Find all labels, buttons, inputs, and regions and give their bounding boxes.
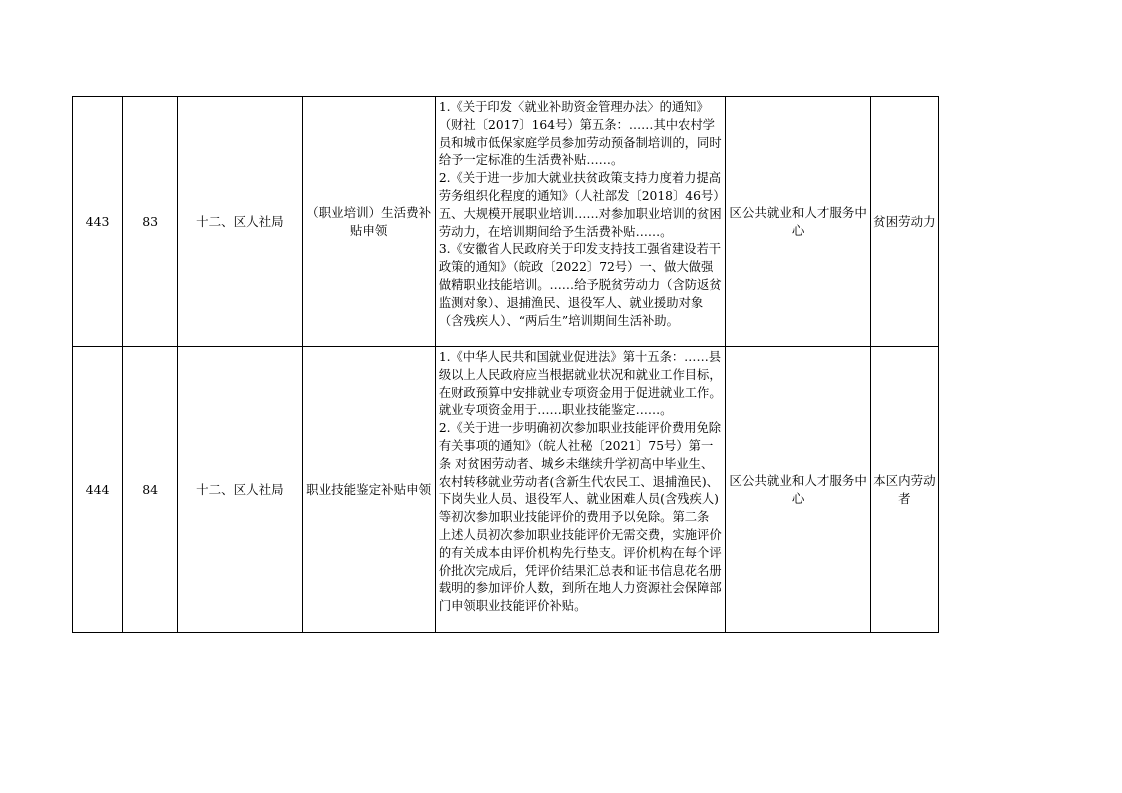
basis-paragraph: 2.《关于进一步加大就业扶贫政策支持力度着力提高劳务组织化程度的通知》（人社部发〔2018〕46号）五、大规模开展职业培训……对参加职业培训的贫困劳动力，在培训期间给予生活费补贴……。 [438,171,722,239]
sub-seq-cell: 83 [123,97,178,347]
department-cell: 十二、区人社局 [178,97,302,347]
basis-paragraph: 2.《关于进一步明确初次参加职业技能评价费用免除有关事项的通知》（皖人社秘〔2021〕75号）第一条 对贫困劳动者、城乡未继续升学初高中毕业生、农村转移就业劳动者(含新生代农民工、退捕渔民)、下岗失业人员、退役军人、就业困难人员(含残疾人)等初次参加职业技能评价的费用予以免除。第二条 上述人员初次参加职业技能评价无需交费，实施评价的有关成本由评价机构先行垫支。评价机构在每个评价批次完成后，凭评价结果汇总表和证书信息花名册载明的参加评价人数，到所在地人力资源社会保障部门申领职业技能评价补贴。 [438,421,722,614]
item-name-cell: （职业培训）生活费补贴申领 [302,97,435,347]
basis-cell [435,347,726,633]
sub-seq-cell: 84 [123,347,178,633]
seq-cell: 444 [73,347,123,633]
basis-paragraph: 1.《中华人民共和国就业促进法》第十五条：……县级以上人民政府应当根据就业状况和就业工作目标，在财政预算中安排就业专项资金用于促进就业工作。就业专项资金用于……职业技能鉴定……。 [438,350,722,418]
table-row [73,97,939,347]
basis-paragraph: 1.《关于印发〈就业补助资金管理办法〉的通知》（财社〔2017〕164号）第五条：……其中农村学员和城市低保家庭学员参加劳动预备制培训的，同时给予一定标准的生活费补贴……。 [438,100,722,168]
seq-cell: 443 [73,97,123,347]
basis-paragraph: 3.《安徽省人民政府关于印发支持技工强省建设若干政策的通知》（皖政〔2022〕72号）一、做大做强做精职业技能培训。……给予脱贫劳动力（含防返贫监测对象）、退捕渔民、退役军人、就业援助对象（含残疾人）、“两后生”培训期间生活补助。 [438,242,722,328]
target-cell: 本区内劳动者 [870,347,938,633]
policy-table [72,96,939,633]
target-cell: 贫困劳动力 [870,97,938,347]
implementing-body-cell: 区公共就业和人才服务中心 [726,97,870,347]
implementing-body-cell: 区公共就业和人才服务中心 [726,347,870,633]
basis-cell [435,97,726,347]
department-cell: 十二、区人社局 [178,347,302,633]
item-name-cell: 职业技能鉴定补贴申领 [302,347,435,633]
table-row [73,347,939,633]
